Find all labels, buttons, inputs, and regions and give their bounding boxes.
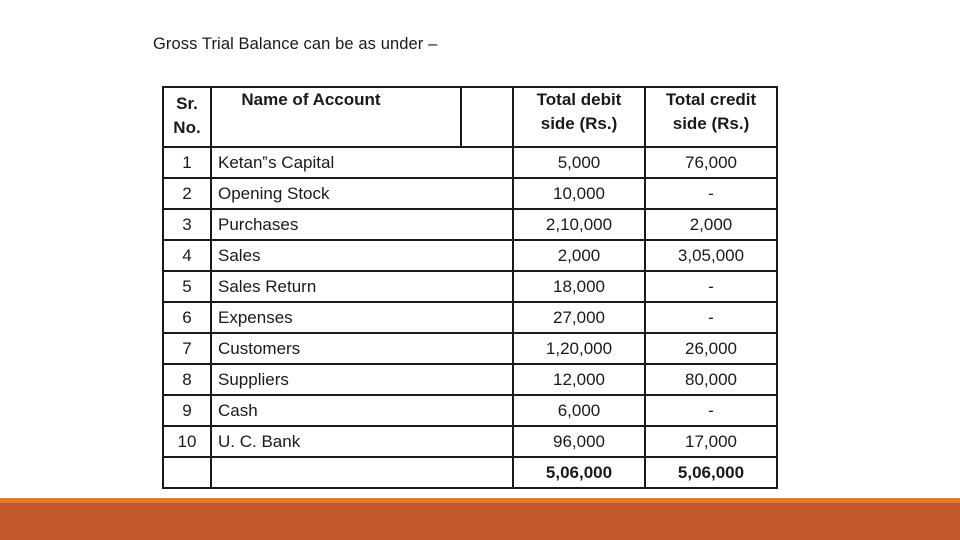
cell-debit: 5,000 [513, 147, 645, 178]
cell-debit: 10,000 [513, 178, 645, 209]
header-sr-no-label: Sr. No. [173, 94, 201, 137]
cell-credit: 26,000 [645, 333, 777, 364]
header-blank-column [461, 87, 513, 147]
cell-account-name: Suppliers [211, 364, 513, 395]
cell-credit: 2,000 [645, 209, 777, 240]
cell-debit: 6,000 [513, 395, 645, 426]
cell-sr: 5 [163, 271, 211, 302]
header-debit [513, 87, 645, 147]
cell-debit: 2,10,000 [513, 209, 645, 240]
cell-sr: 9 [163, 395, 211, 426]
cell-debit: 12,000 [513, 364, 645, 395]
cell-sr: 7 [163, 333, 211, 364]
cell-sr: 10 [163, 426, 211, 457]
cell-debit: 18,000 [513, 271, 645, 302]
cell-debit: 1,20,000 [513, 333, 645, 364]
cell-account-name: Expenses [211, 302, 513, 333]
table-row [163, 395, 777, 426]
cell-credit: - [645, 271, 777, 302]
cell-debit: 2,000 [513, 240, 645, 271]
table-row [163, 178, 777, 209]
cell-account-name: Opening Stock [211, 178, 513, 209]
header-credit-label: Total credit side (Rs.) [665, 90, 757, 133]
trial-balance-table [162, 86, 778, 489]
table-header-row [163, 87, 777, 147]
cell-account-name: Cash [211, 395, 513, 426]
total-credit: 5,06,000 [645, 457, 777, 488]
cell-credit: - [645, 178, 777, 209]
totals-sr-blank [163, 457, 211, 488]
total-debit: 5,06,000 [513, 457, 645, 488]
cell-credit: 80,000 [645, 364, 777, 395]
table-row [163, 364, 777, 395]
cell-debit: 96,000 [513, 426, 645, 457]
cell-account-name: Ketan‟s Capital [211, 147, 513, 178]
header-account-name [211, 87, 461, 147]
cell-account-name: Purchases [211, 209, 513, 240]
cell-sr: 2 [163, 178, 211, 209]
header-account-name-label: Name of Account [241, 90, 381, 109]
cell-account-name: Customers [211, 333, 513, 364]
header-credit [645, 87, 777, 147]
table-row [163, 147, 777, 178]
cell-sr: 6 [163, 302, 211, 333]
table-row [163, 271, 777, 302]
cell-sr: 3 [163, 209, 211, 240]
table-row [163, 302, 777, 333]
cell-credit: 76,000 [645, 147, 777, 178]
totals-row [163, 457, 777, 488]
cell-sr: 8 [163, 364, 211, 395]
totals-name-blank [211, 457, 513, 488]
table-row [163, 240, 777, 271]
footer-bar [0, 503, 960, 540]
table-row [163, 209, 777, 240]
cell-credit: - [645, 302, 777, 333]
cell-account-name: U. C. Bank [211, 426, 513, 457]
slide-title: Gross Trial Balance can be as under – [153, 35, 438, 53]
table-row [163, 333, 777, 364]
cell-debit: 27,000 [513, 302, 645, 333]
cell-sr: 1 [163, 147, 211, 178]
cell-sr: 4 [163, 240, 211, 271]
cell-credit: 3,05,000 [645, 240, 777, 271]
header-sr-no [163, 87, 211, 147]
cell-account-name: Sales Return [211, 271, 513, 302]
table-row [163, 426, 777, 457]
cell-credit: 17,000 [645, 426, 777, 457]
cell-account-name: Sales [211, 240, 513, 271]
cell-credit: - [645, 395, 777, 426]
header-debit-label: Total debit side (Rs.) [536, 90, 622, 133]
